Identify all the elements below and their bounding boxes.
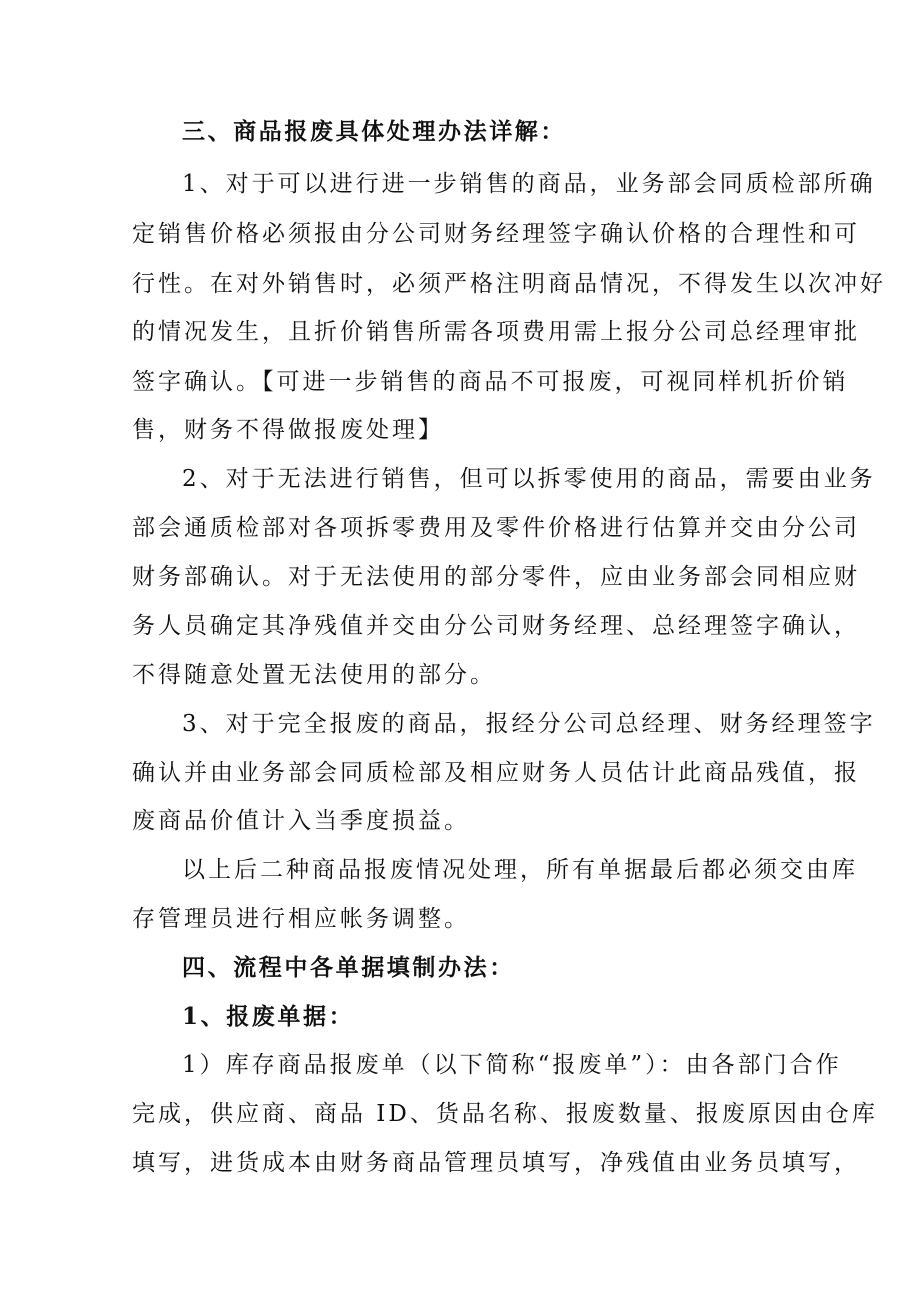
paragraph-line: 行性。在对外销售时，必须严格注明商品情况，不得发生以次冲好: [132, 271, 886, 297]
paragraph-line: 1、对于可以进行进一步销售的商品，业务部会同质检部所确: [182, 171, 876, 197]
paragraph-line: 确认并由业务部会同质检部及相应财务人员估计此商品残值，报: [132, 760, 860, 786]
paragraph-line: 定销售价格必须报由分公司财务经理签字确认价格的合理性和可: [132, 221, 860, 247]
section-3-heading: 三、商品报废具体处理办法详解：: [182, 118, 566, 145]
paragraph-line: 财务部确认。对于无法使用的部分零件，应由业务部会同相应财: [132, 564, 860, 590]
paragraph-line: 2、对于无法进行销售，但可以拆零使用的商品，需要由业务: [182, 466, 876, 492]
paragraph-line: 填写，进货成本由财务商品管理员填写，净残值由业务员填写，: [132, 1150, 860, 1176]
paragraph-line: 不得随意处置无法使用的部分。: [132, 662, 496, 688]
paragraph-line: 的情况发生，且折价销售所需各项费用需上报分公司总经理审批: [132, 319, 860, 345]
paragraph-line: 3、对于完全报废的商品，报经分公司总经理、财务经理签字: [182, 711, 876, 737]
paragraph-line: 务人员确定其净残值并交由分公司财务经理、总经理签字确认，: [132, 613, 860, 639]
paragraph-line: 废商品价值计入当季度损益。: [132, 808, 470, 834]
section-4-heading: 四、流程中各单据填制办法：: [182, 954, 515, 981]
paragraph-line: 售，财务不得做报废处理】: [132, 417, 444, 443]
paragraph-line: 完成，供应商、商品 ID、货品名称、报废数量、报废原因由仓库: [132, 1101, 878, 1127]
paragraph-line: 部会通质检部对各项拆零费用及零件价格进行估算并交由分公司: [132, 515, 860, 541]
paragraph-line: 1）库存商品报废单（以下简称“报废单”）：由各部门合作: [182, 1052, 842, 1078]
subsection-heading: 1、报废单据：: [182, 1003, 355, 1030]
paragraph-line: 以上后二种商品报废情况处理，所有单据最后都必须交由库: [182, 857, 858, 883]
paragraph-line: 签字确认。【可进一步销售的商品不可报废，可视同样机折价销: [132, 369, 849, 395]
paragraph-line: 存管理员进行相应帐务调整。: [132, 906, 470, 932]
